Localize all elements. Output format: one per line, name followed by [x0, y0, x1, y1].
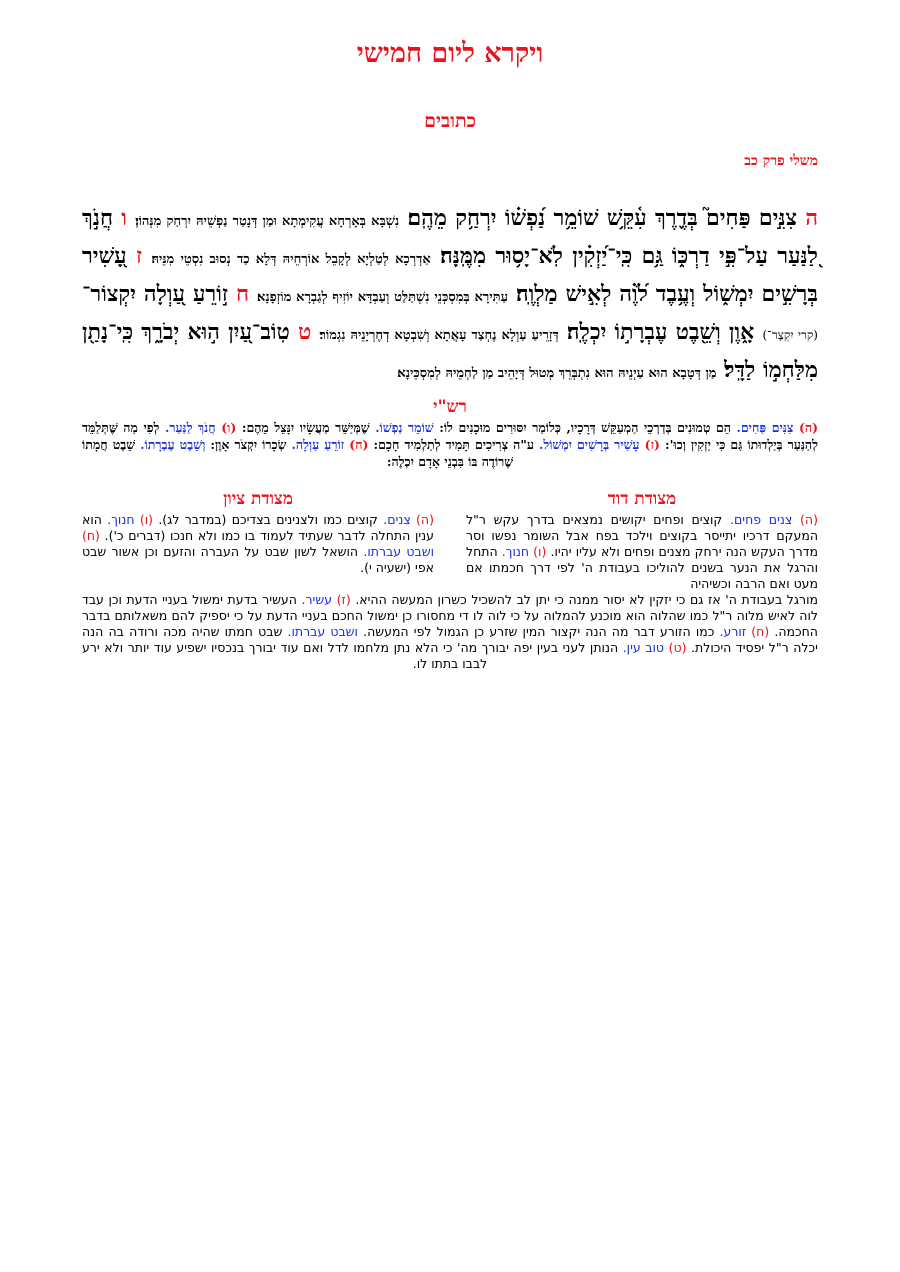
comment-text: שֶׁמְּיַשֵּׁר מַעֲשָׂיו יִנָּצֵל מֵהֶם:	[241, 420, 370, 435]
verse-text: אָ֑וֶן וְשֵׁ֖בֶט עֶבְרָת֣וֹ יִכְלֶֽה׃	[566, 319, 755, 345]
comment-number: (ז)	[336, 592, 351, 607]
dibbur-hamatchil: ושבט עברתו.	[287, 624, 358, 639]
comment-number: (ו)	[221, 420, 237, 435]
dibbur-hamatchil: צנים פחים.	[730, 512, 793, 527]
comment-number: (ח)	[82, 528, 100, 543]
rashi-commentary	[82, 419, 818, 470]
targum-text: נִשְׁבָּא בְּאָרְחָא עֲקִימְתָא וּמַן דְּנָטַר נַפְשֵׁיהּ יִרְחַק מִנְּהוֹן׃	[135, 214, 400, 229]
verse-number: ו	[121, 205, 127, 231]
verse-text: צִנִּ֣ים פַּחִים֮ בְּדֶ֪רֶךְ עִ֫קֵּ֥שׁ שׁוֹמֵ֥ר נַ֝פְשׁ֗וֹ יִרְחַ֥ק מֵהֶֽם׃	[407, 205, 798, 231]
targum-text: אַדְרְכָא לְטַלְיָא לְקָבֵל אוֹרְחֵיהּ דְּלָא כַד נְסוּב נִסְטֵי מִנֵּיהּ׃	[151, 252, 431, 267]
dibbur-hamatchil: עשיר.	[301, 592, 333, 607]
dibbur-hamatchil: חֲנֹךְ לַנַּעַר.	[164, 420, 216, 435]
comment-number: (ו)	[139, 512, 153, 527]
verse-text: חֲנֹ֣ךְ לַ֭נַּעַר עַל־פִּ֣י דַרְכּ֑וֹ גַּ֥ם כִּֽי־יַ֝זְקִ֗ין לֹֽא־יָס֥וּר מִמֶּֽנָּה׃	[82, 205, 818, 269]
comment-number: (ה)	[798, 420, 819, 435]
rashi-heading: רש"י	[433, 397, 467, 417]
metzudat-david-continuation	[82, 592, 818, 672]
dibbur-hamatchil: חנוך.	[501, 544, 530, 559]
comment-text: ע"ה צְרִיכִים תָּמִיד לְתַלְמִיד חָכָם:	[373, 437, 534, 452]
page-title: ויקרא ליום חמישי	[356, 38, 544, 69]
comment-text: שְׂכָרוֹ יִקְצֹר אָוֶן:	[210, 437, 287, 452]
comment-number: (ה)	[416, 512, 434, 527]
metzudat-david-text	[466, 512, 818, 592]
verse-number: ה	[805, 205, 818, 231]
metzudat-tzion-column	[82, 486, 434, 592]
comment-text: מורגל בעבודת ה' אז גם כי יזקין לא יסור ממנה כי יתן לב להשכיל כשרון המעשה ההיא.	[355, 592, 818, 607]
dibbur-hamatchil: זוֹרֵעַ עַוְלָה.	[291, 437, 345, 452]
metzudat-david-heading: מצודת דוד	[607, 489, 677, 509]
comment-text: התחל והרגל את הנער בשנים להוליכו בעבודת ה' לפי דרך חכמתו אם מעט ואם הרבה וכשיהיה	[466, 544, 818, 591]
dibbur-hamatchil: צִנִּים פַּחִים.	[736, 420, 794, 435]
qre-note: (קרי יִקְצָר־)	[762, 328, 818, 342]
metzudat-tzion-heading: מצודת ציון	[223, 489, 293, 509]
comment-number: (ט)	[668, 640, 687, 655]
section-subtitle: כתובים	[424, 110, 476, 132]
verse-number: ח	[235, 281, 249, 307]
verse-text: טֽוֹב־עַ֭יִן ה֣וּא יְבֹרָ֑ךְ כִּֽי־נָתַ֖ן מִלַּחְמ֣וֹ לַדָּֽל׃	[82, 319, 818, 383]
metzudat-david-column	[466, 486, 818, 592]
dibbur-hamatchil: טוב עין.	[622, 640, 665, 655]
scripture-text	[82, 201, 818, 391]
targum-text: עַתִּירָא בְּמִסְכְּנֵי נִשְׁתַּלַּט וְעַבְדָּא יוֹזִיף לְגַבְרָא מוֹזְפָנָא׃	[257, 290, 508, 305]
dibbur-hamatchil: וְשֵׁבֶט עֶבְרָתוֹ.	[140, 437, 206, 452]
verse-text: עָ֭שִׁיר בְּרָשִׁ֣ים יִמְשׁ֑וֹל וְעֶ֥בֶד לֹ֝וֶ֗ה לְאִ֣ישׁ מַלְוֶֽה׃	[82, 243, 818, 307]
dibbur-hamatchil: עָשִׁיר בְּרָשִׁים יִמְשׁוֹל.	[539, 437, 640, 452]
comment-number: (ה)	[800, 512, 818, 527]
comment-text: הושאל לשון שבט על העברה והזעם וכן אשור שבט אפי (ישעיה י).	[82, 544, 434, 575]
comment-number: (ז)	[644, 437, 660, 452]
comment-text: לְפִי מַה שֶּׁתְּלַמֵּד לְהַנַּעַר בְּיַלְדוּתוֹ גַּם כִּי יַזְקִין וְכוּ':	[82, 420, 818, 452]
page	[82, 0, 818, 672]
comment-text: שֵׁבֶט חֲמָתוֹ שֶׁרוֹדֶה בּוֹ בִּבְנֵי אָדָם יִכְלֶה:	[82, 437, 514, 469]
dibbur-hamatchil: ושבט עברתו.	[363, 544, 434, 559]
comment-text: הוא ענין התחלה לדבר שעתיד לעמוד בו כמו ולא חנכו (דברים כ').	[82, 512, 434, 543]
comment-number: (ח)	[349, 437, 369, 452]
comment-number: (ו)	[533, 544, 547, 559]
targum-text: דְּזָרֵיעַ עַוְלָא נֶחְצַד עָאֲתָא וְשִׁבְטָא דְחֶרְיָנֵיהּ נִגְמוֹר׃	[319, 328, 559, 343]
comment-text: שבט חמתו שהיה מכה ורודה בה הנה יכלה ר"ל יפסיד היכולת.	[82, 624, 818, 655]
comment-text: הֵם טְמוּנִים בְּדַרְכֵי הַמְעַקֵּשׁ דְּרָכָיו, כְּלוֹמַר יִסּוּרִים מוּכָנִים לוֹ:	[439, 420, 731, 435]
verse-number: ז	[135, 243, 143, 269]
comment-text: העשיר בדעת ימשול בעניי הדעת וכן עבד לוה לאיש מלוה ר"ל כמו שהלוה הוא מוכנע להמלוה על כי לוה לו די מחסורו כן ימשול החכם בעניי הדעת על כי יספיק להם משאלותם בדבר החכמה.	[82, 592, 818, 639]
metzudat-tzion-text	[82, 512, 434, 576]
comment-text: קוצים ופחים יקושים נמצאים בדרך עקש ר"ל המעקם דרכיו יתייסר בקוצים וילכד בפח אבל השומר נפשו וסר מדרך העקש הנה ירחק מצנים ופחים ולא עליו יהיו.	[466, 512, 818, 559]
dibbur-hamatchil: שׁוֹמֵר נַפְשׁוֹ.	[375, 420, 434, 435]
comment-number: (ח)	[751, 624, 770, 639]
chapter-label: משלי פרק כב	[744, 153, 818, 169]
dibbur-hamatchil: זורע.	[719, 624, 747, 639]
verse-text: ז֣וֹרֵעַ עַ֭וְלָה יִקְצוֹר־	[82, 281, 228, 307]
comment-text: כמו הזורע דבר מה הנה יקצור המין שזרע כן הגמול לפי המעשה.	[363, 624, 715, 639]
commentary-columns	[82, 486, 818, 592]
targum-text: מַן דְּטָבָא הוּא עַיְנֵיהּ הוּא נִתְבְּרֵךְ מְטוּל דְּיָהֵיב מַן לַחְמֵיהּ לְמִסְכֵּינָא׃	[397, 366, 717, 381]
verse-number: ט	[298, 319, 312, 345]
dibbur-hamatchil: צנים.	[383, 512, 411, 527]
comment-text: קוצים כמו ולצנינים בצדיכם (במדבר לג).	[158, 512, 378, 527]
comment-text: הנותן לעני בעין יפה יבורך מה' כי הלא נתן מלחמו לדל ואם עוד יבורך בנכסיו ישפיע עוד יותר ולא ירע לבבו בתתו לו.	[82, 640, 619, 671]
dibbur-hamatchil: חנוך.	[107, 512, 135, 527]
